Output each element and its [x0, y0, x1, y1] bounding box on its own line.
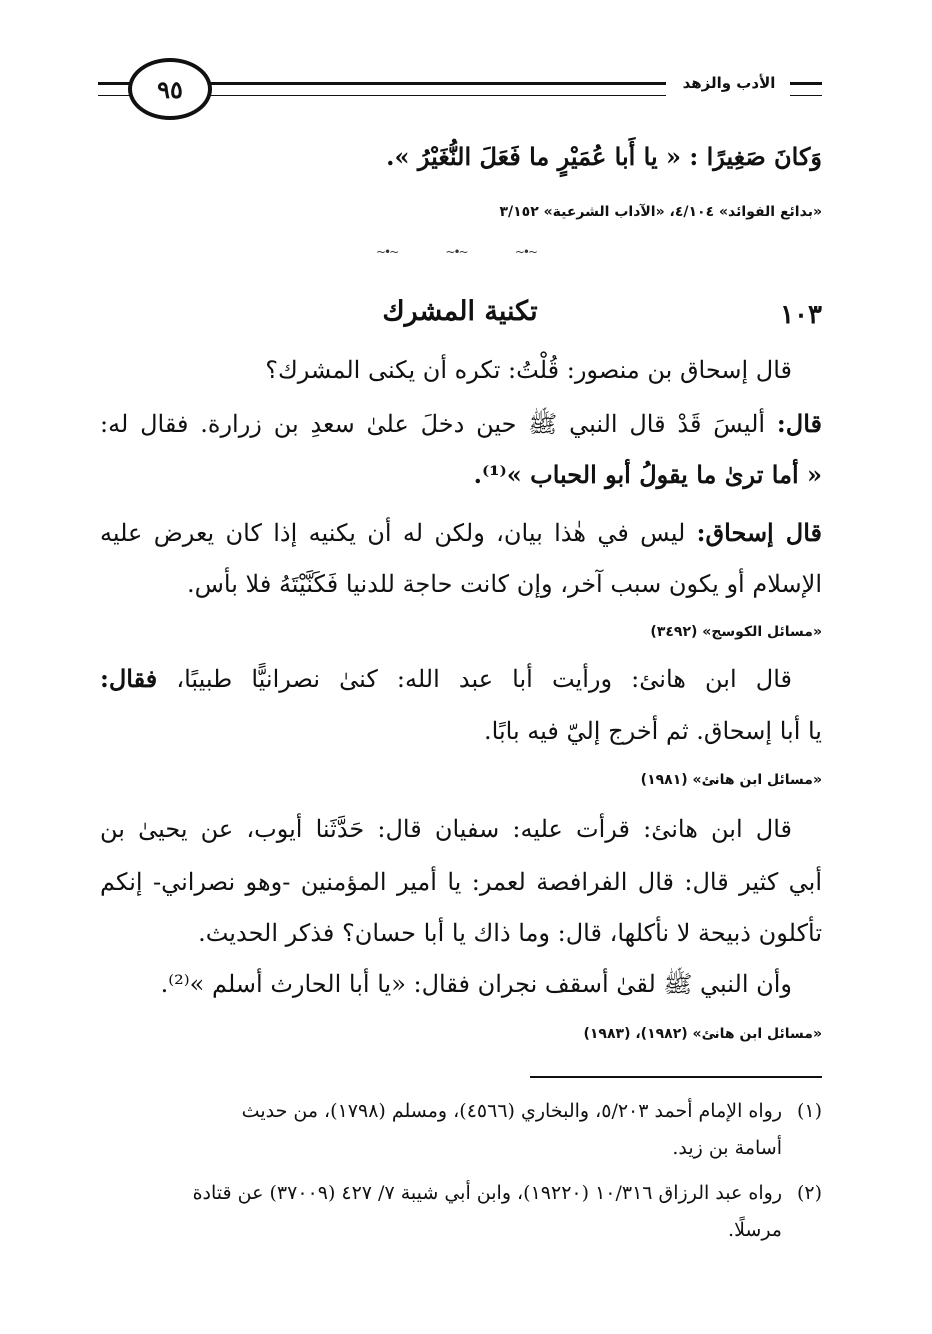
- speaker-label: قال إسحاق:: [696, 518, 823, 547]
- paragraph-line: [100, 410, 822, 439]
- paragraph-line: [100, 665, 792, 694]
- source-citation: «مسائل الكوسج» (٣٤٩٢): [650, 624, 822, 640]
- source-citation: «مسائل ابن هانئ» (١٩٨٢)، (١٩٨٣): [583, 1026, 822, 1042]
- speaker-label: فقال:: [100, 664, 158, 693]
- footnote-separator: [530, 1076, 822, 1078]
- footnote-line: أسامة بن زيد.: [672, 1137, 782, 1159]
- paragraph-text: أليسَ قَدْ قال النبي ﷺ حين دخلَ علىٰ سعدِ بن زرارة. فقال له:: [100, 410, 777, 438]
- paragraph-line: يا أبا إسحاق. ثم أخرج إليّ فيه بابًا.: [484, 717, 822, 745]
- footnote-line: [100, 1100, 822, 1122]
- paragraph-line: « أما ترىٰ ما يقولُ أبو الحباب »⁽¹⁾.: [473, 460, 822, 489]
- paragraph-line: تأكلون ذبيحة لا نأكلها، قال: وما ذاك يا أبا حسان؟ فذكر الحديث.: [198, 919, 822, 947]
- header-rule-right: [790, 82, 822, 96]
- paragraph-text: ليس في هٰذا بيان، ولكن له أن يكنيه إذا كان يعرض عليه: [100, 519, 697, 547]
- speaker-label: قال:: [776, 409, 822, 438]
- footnote-marker: (١): [796, 1100, 822, 1122]
- footnote-line: مرسلًا.: [728, 1219, 782, 1241]
- footnote-text: رواه الإمام أحمد ٥/٢٠٣، والبخاري (٤٥٦٦)، ومسلم (١٧٩٨)، من حديث: [241, 1100, 782, 1122]
- paragraph-line: وأن النبي ﷺ لقىٰ أسقف نجران فقال: «يا أبا الحارث أسلم »⁽²⁾.: [160, 970, 792, 998]
- text-line: وَكانَ صَغِيرًا : « يا أَبا عُمَيْرٍ ما فَعَلَ النُّغَيْرُ ».: [386, 142, 822, 171]
- section-number: ١٠٣: [780, 300, 822, 330]
- section-divider-ornament: ~•~ ~•~ ~•~: [376, 245, 536, 259]
- paragraph-line: [100, 519, 822, 548]
- source-citation: «بدائع الفوائد» ٤/١٠٤، «الآداب الشرعية» ٣/١٥٢: [499, 204, 822, 220]
- footnote-text: رواه عبد الرزاق ١٠/٣١٦ (١٩٢٢٠)، وابن أبي شيبة ٧/ ٤٢٧ (٣٧٠٠٩) عن قتادة: [192, 1182, 782, 1204]
- paragraph-line: قال إسحاق بن منصور: قُلْتُ: تكره أن يكنى المشرك؟: [265, 356, 792, 384]
- paragraph-text: قال ابن هانئ: ورأيت أبا عبد الله: كنىٰ نصرانيًّا طبيبًا،: [157, 665, 792, 693]
- header-rule-middle: [204, 82, 666, 96]
- section-title: تكنية المشرك: [382, 296, 538, 327]
- footnote-line: [100, 1182, 822, 1204]
- paragraph-line: قال ابن هانئ: قرأت عليه: سفيان قال: حَدَّثَنا أيوب، عن يحيىٰ بن: [100, 815, 792, 843]
- running-title: الأدب والزهد: [682, 74, 776, 92]
- paragraph-line: الإسلام أو يكون سبب آخر، وإن كانت حاجة للدنيا فَكَنَّيْتَهُ فلا بأس.: [186, 570, 822, 598]
- paragraph-line: أبي كثير قال: قال الفرافصة لعمر: يا أمير المؤمنين -وهو نصراني- إنكم: [100, 868, 822, 896]
- footnote-marker: (٢): [796, 1182, 822, 1204]
- page-number: ٩٥: [128, 58, 212, 120]
- source-citation: «مسائل ابن هانئ» (١٩٨١): [640, 772, 822, 788]
